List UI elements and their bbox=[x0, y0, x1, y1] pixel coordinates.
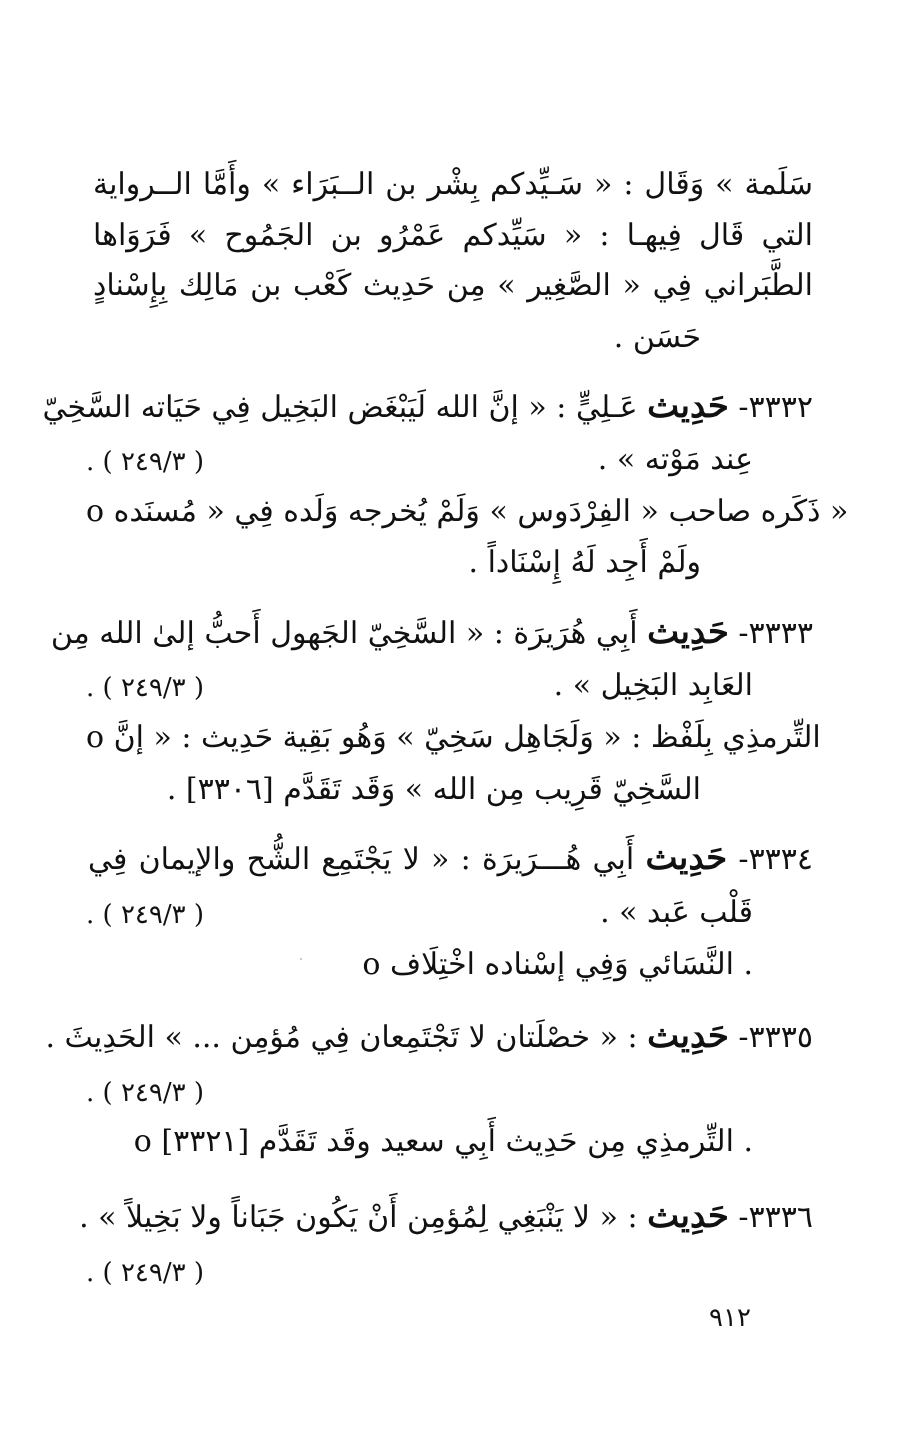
entry-keyword: حَدِيث bbox=[645, 838, 728, 878]
entry-heading bbox=[79, 1196, 813, 1238]
entry-note bbox=[86, 492, 849, 532]
entry-note bbox=[86, 718, 821, 758]
entry-text: عَـلِيٍّ : « إنَّ الله لَيَبْغَض البَخِيل فِي حَيَاته السَّخِيّ bbox=[42, 390, 638, 425]
entry-keyword: حَدِيث bbox=[647, 386, 729, 426]
intro-line: سَلَمة » وَقَال : « سَـيِّدكم بِشْر بن الــبَرَاء » وأَمَّا الــرواية bbox=[93, 167, 813, 202]
entry-text-continued: عِند مَوْته » . bbox=[597, 442, 753, 477]
entry-heading bbox=[50, 612, 813, 654]
entry-reference: ( ٢٤٩/٣ ) . bbox=[86, 673, 204, 703]
note-marker-icon: o bbox=[86, 720, 105, 755]
entry-note bbox=[362, 945, 753, 985]
intro-line: الطَّبَراني فِي « الصَّغِير » مِن حَدِيث كَعْب بن مَالِك بِإِسْنادٍ bbox=[93, 268, 813, 303]
entry-number: ٣٣٣٤- bbox=[738, 842, 814, 877]
entry-text-continued: العَابِد البَخِيل » . bbox=[553, 668, 753, 703]
entry-heading bbox=[45, 1016, 813, 1058]
entry-number: ٣٣٣٥- bbox=[738, 1020, 813, 1055]
entry-reference: ( ٢٤٩/٣ ) . bbox=[86, 1258, 204, 1288]
entry-text: أَبِي هُـــرَيرَة : « لا يَجْتَمِع الشُّح والإيمان فِي bbox=[88, 842, 635, 877]
note-marker-icon: o bbox=[362, 947, 381, 982]
entry-text: : « لا يَنْبَغِي لِمُؤمِن أَنْ يَكُون جَبَاناً ولا بَخِيلاً » . bbox=[79, 1200, 638, 1235]
entry-text-continued: قَلْب عَبد » . bbox=[600, 895, 753, 930]
note-text: ذَكَره صاحب « الفِرْدَوس » وَلَمْ يُخرجه وَلَده فِي « مُسنَده » bbox=[113, 494, 849, 529]
entry-text: أَبِي هُرَيرَة : « السَّخِيّ الجَهول أَحبُّ إلىٰ الله مِن bbox=[50, 616, 638, 651]
entry-number: ٣٣٣٦- bbox=[738, 1200, 813, 1235]
entry-reference: ( ٢٤٩/٣ ) . bbox=[86, 447, 204, 477]
note-text: التِّرمذِي بِلَفْظ : « وَلَجَاهِل سَخِيّ » وَهُو بَقِية حَدِيث : « إنَّ bbox=[113, 720, 821, 755]
entry-keyword: حَدِيث bbox=[647, 1016, 729, 1056]
note-text-continued: السَّخِيّ قَرِيب مِن الله » وَقَد تَقَدَّم [٣٣٠٦] . bbox=[166, 772, 701, 807]
page-speck bbox=[300, 958, 302, 960]
page-number: ٩١٢ bbox=[709, 1303, 751, 1333]
note-text: النَّسَائي وَفِي إسْناده اخْتِلَاف . bbox=[390, 947, 753, 982]
entry-note bbox=[134, 1122, 753, 1162]
entry-keyword: حَدِيث bbox=[647, 612, 729, 652]
entry-heading bbox=[88, 838, 813, 880]
entry-text: : « خصْلَتان لا تَجْتَمِعان فِي مُؤمِن ... » الحَدِيثَ . bbox=[45, 1020, 638, 1055]
entry-number: ٣٣٣٣- bbox=[738, 616, 813, 651]
note-marker-icon: o bbox=[86, 494, 105, 529]
entry-heading bbox=[42, 386, 813, 428]
entry-reference: ( ٢٤٩/٣ ) . bbox=[86, 1078, 204, 1108]
entry-number: ٣٣٣٢- bbox=[738, 390, 813, 425]
intro-line: حَسَن . bbox=[613, 320, 701, 355]
entry-keyword: حَدِيث bbox=[647, 1196, 729, 1236]
note-text-continued: ولَمْ أَجِد لَهُ إِسْنَاداً . bbox=[468, 545, 701, 580]
note-text: التِّرمذِي مِن حَدِيث أَبِي سعيد وقَد تَقَدَّم [٣٣٢١] . bbox=[161, 1124, 753, 1159]
entry-reference: ( ٢٤٩/٣ ) . bbox=[86, 900, 204, 930]
note-marker-icon: o bbox=[133, 1124, 152, 1159]
intro-line: التي قَال فِيهـا : « سَيِّدكم عَمْرُو بن الجَمُوح » فَرَوَاها bbox=[93, 218, 813, 253]
